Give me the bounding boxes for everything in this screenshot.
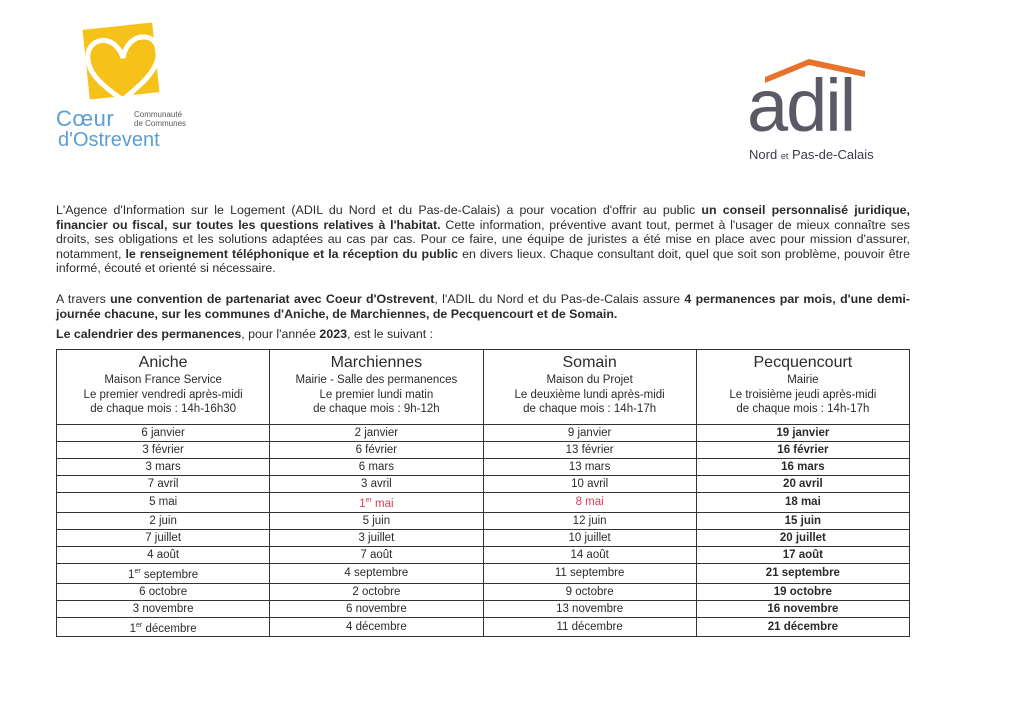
date-cell: 11 septembre (483, 563, 696, 583)
table-row (57, 617, 910, 637)
calendar-intro: Le calendrier des permanences, pour l'année 2023, est le suivant : (56, 327, 434, 341)
town-name: Somain (562, 354, 617, 371)
table-row (57, 512, 910, 529)
date-cell: 6 novembre (270, 600, 483, 617)
heart-icon (78, 28, 168, 110)
date-cell: 2 juin (57, 512, 270, 529)
date-cell: 5 juin (270, 512, 483, 529)
date-cell: 13 mars (483, 459, 696, 476)
logo-coeur-text: Cœur (56, 106, 115, 131)
date-cell: 14 août (483, 546, 696, 563)
place: Maison du Projet (546, 374, 633, 386)
date-cell: 19 janvier (696, 425, 909, 442)
place: Mairie - Salle des permanences (295, 374, 458, 386)
column-header-somain (483, 350, 696, 425)
date-cell: 20 avril (696, 476, 909, 493)
schedule-line: Le deuxième lundi après-midi (514, 388, 665, 401)
table-row (57, 493, 910, 513)
date-cell: 13 février (483, 442, 696, 459)
date-cell: 21 décembre (696, 617, 909, 637)
town-name: Pecquencourt (753, 354, 853, 371)
date-cell: 16 mars (696, 459, 909, 476)
date-cell: 20 juillet (696, 529, 909, 546)
date-cell: 19 octobre (696, 583, 909, 600)
date-cell: 15 juin (696, 512, 909, 529)
date-cell: 3 février (57, 442, 270, 459)
date-cell: 13 novembre (483, 600, 696, 617)
column-header-pecquencourt (696, 350, 909, 425)
date-cell: 16 février (696, 442, 909, 459)
date-cell: 2 janvier (270, 425, 483, 442)
schedule-line: de chaque mois : 14h-16h30 (90, 403, 237, 415)
schedule-line: de chaque mois : 14h-17h (523, 403, 657, 415)
schedule-body (57, 425, 910, 637)
table-row (57, 476, 910, 493)
date-cell: 12 juin (483, 512, 696, 529)
date-cell: 4 décembre (270, 617, 483, 637)
place: Mairie (787, 374, 819, 386)
adil-subtitle: Nord et Pas-de-Calais (749, 147, 874, 162)
date-cell: 3 avril (270, 476, 483, 493)
date-cell: 18 mai (696, 493, 909, 513)
adil-logo (745, 55, 905, 170)
schedule-line: Le troisième jeudi après-midi (729, 388, 877, 401)
table-row (57, 583, 910, 600)
date-cell: 7 avril (57, 476, 270, 493)
town-name: Marchiennes (330, 354, 423, 371)
date-cell: 9 janvier (483, 425, 696, 442)
date-cell: 10 avril (483, 476, 696, 493)
date-cell: 6 janvier (57, 425, 270, 442)
place: Maison France Service (104, 374, 222, 386)
date-cell: 1er mai (270, 493, 483, 513)
date-cell: 10 juillet (483, 529, 696, 546)
table-row (57, 442, 910, 459)
date-cell: 3 mars (57, 459, 270, 476)
town-name: Aniche (138, 354, 188, 371)
table-row (57, 563, 910, 583)
date-cell: 8 mai (483, 493, 696, 513)
date-cell: 17 août (696, 546, 909, 563)
date-cell: 7 août (270, 546, 483, 563)
date-cell: 21 septembre (696, 563, 909, 583)
schedule-table (56, 349, 910, 637)
schedule-line: Le premier vendredi après-midi (83, 388, 243, 401)
coeur-dostrevent-logo (56, 26, 206, 156)
date-cell: 4 septembre (270, 563, 483, 583)
date-cell: 2 octobre (270, 583, 483, 600)
date-cell: 6 février (270, 442, 483, 459)
date-cell: 1er décembre (57, 617, 270, 637)
schedule-line: de chaque mois : 9h-12h (313, 403, 440, 415)
date-cell: 4 août (57, 546, 270, 563)
table-row (57, 425, 910, 442)
table-header-row (57, 350, 910, 425)
date-cell: 16 novembre (696, 600, 909, 617)
adil-wordmark: adil (747, 64, 855, 147)
date-cell: 1er septembre (57, 563, 270, 583)
schedule-line: de chaque mois : 14h-17h (736, 403, 870, 415)
column-header-aniche (57, 350, 270, 425)
table-row (57, 459, 910, 476)
date-cell: 5 mai (57, 493, 270, 513)
date-cell: 9 octobre (483, 583, 696, 600)
date-cell: 6 mars (270, 459, 483, 476)
table-row (57, 546, 910, 563)
column-header-marchiennes (270, 350, 483, 425)
schedule-line: Le premier lundi matin (319, 388, 434, 401)
date-cell: 11 décembre (483, 617, 696, 637)
intro-paragraph: L'Agence d'Information sur le Logement (ADIL du Nord et du Pas-de-Calais) a pour vocation d'offrir au public un conseil personnalisé juridique, financier ou fiscal, sur toutes les questions relatives à l'habitat. Cette information, préventive avant tout, permet à l'usager de mieux connaître ses droits, ses obligations et les solutions adaptées au cas par cas. Pour ce faire, une équipe de juristes a été mise en place avec pour mission d'assurer, notamment, le renseignement téléphonique et la réception du public en divers lieux. Chaque consultant doit, quel que soit son problème, pouvoir être informé, écouté et orienté si nécessaire. (56, 203, 910, 276)
logo-communaute-text: Communauté de Communes (134, 110, 187, 128)
date-cell: 3 novembre (57, 600, 270, 617)
date-cell: 3 juillet (270, 529, 483, 546)
table-row (57, 529, 910, 546)
partnership-paragraph: A travers une convention de partenariat avec Coeur d'Ostrevent, l'ADIL du Nord et du Pas-de-Calais assure 4 permanences par mois, d'une demi-journée chacune, sur les communes d'Aniche, de Marchiennes, de Pecquencourt et de Somain. (56, 292, 910, 321)
date-cell: 6 octobre (57, 583, 270, 600)
date-cell: 7 juillet (57, 529, 270, 546)
logo-ostrevent-text: d'Ostrevent (58, 129, 160, 151)
table-row (57, 600, 910, 617)
